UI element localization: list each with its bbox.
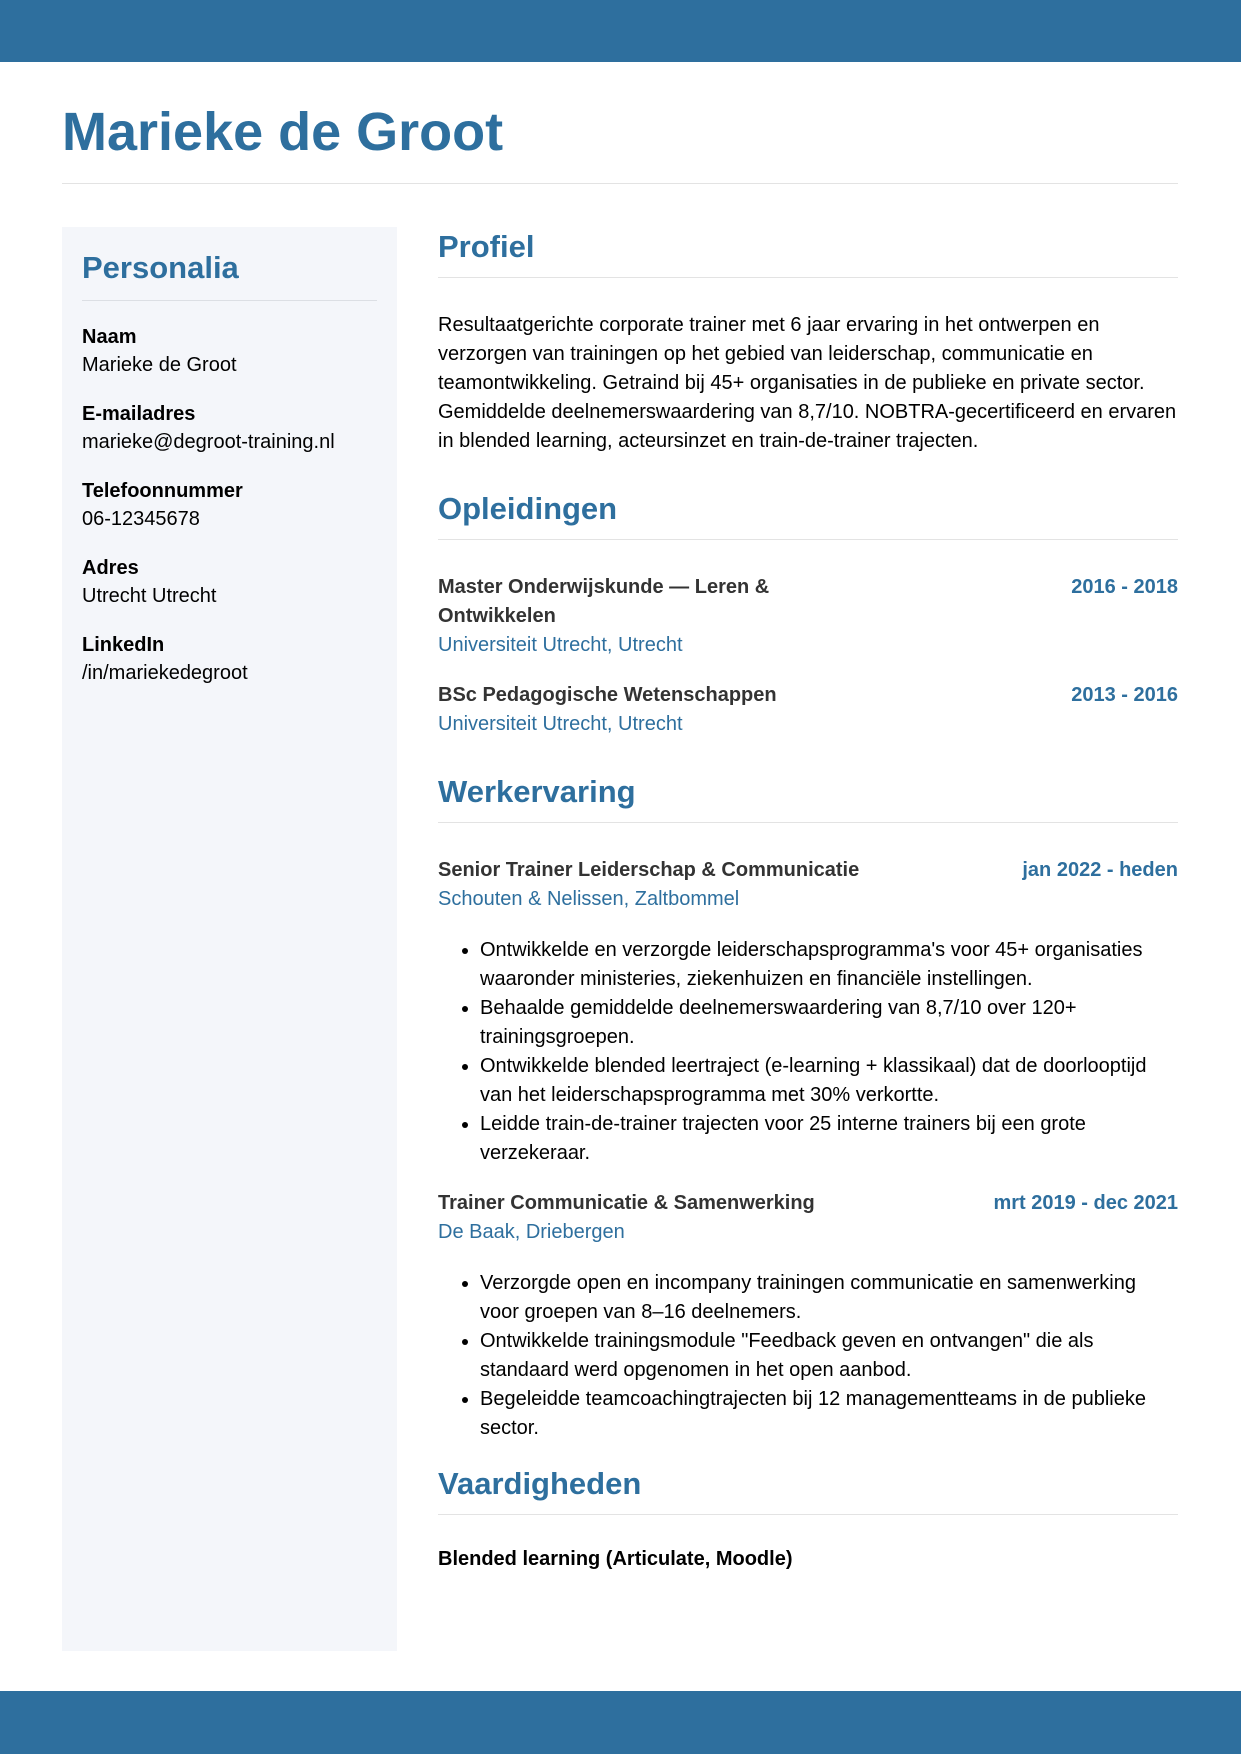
list-item: • Behaalde gemiddelde deelnemerswaardering van 8,7/10 over 120+ trainingsgroepen. <box>480 994 1178 1052</box>
section-divider <box>438 277 1178 278</box>
experience-section <box>438 772 1178 1443</box>
list-item: • Leidde train-de-trainer trajecten voor 25 interne trainers bij een grote verzekeraar. <box>480 1110 1178 1168</box>
entry-title: Senior Trainer Leiderschap & Communicatie <box>438 859 860 881</box>
field-label: E-mailadres <box>82 403 196 426</box>
footer-band <box>0 1691 1241 1754</box>
section-title: Vaardigheden <box>438 1466 642 1501</box>
entry-organization: Universiteit Utrecht, Utrecht <box>438 634 683 656</box>
field-label: LinkedIn <box>82 634 165 657</box>
field-label: Telefoonnummer <box>82 480 243 503</box>
field-label: Adres <box>82 557 139 580</box>
entry-title: BSc Pedagogische Wetenschappen <box>438 684 777 706</box>
list-item: • Verzorgde open en incompany trainingen communicatie en samenwerking voor groepen van 8–16 deelnemers. <box>480 1269 1178 1327</box>
title-divider <box>62 183 1178 184</box>
entry-organization: De Baak, Driebergen <box>438 1221 625 1243</box>
profile-section <box>438 227 1178 456</box>
field-address <box>82 554 377 610</box>
education-entry <box>438 681 1178 739</box>
entry-header <box>438 856 1178 885</box>
field-label: Naam <box>82 326 137 349</box>
page-title: Marieke de Groot <box>62 102 504 162</box>
achievement-list <box>438 1269 1178 1443</box>
list-item: • Begeleidde teamcoachingtrajecten bij 12 managementteams in de publieke sector. <box>480 1385 1178 1443</box>
section-title: Werkervaring <box>438 774 636 809</box>
field-email <box>82 400 377 456</box>
education-section <box>438 489 1178 739</box>
address-value: Utrecht Utrecht <box>82 585 217 608</box>
personalia-sidebar <box>62 227 397 1651</box>
email-value[interactable]: marieke@degroot-training.nl <box>82 431 335 454</box>
sidebar-divider <box>82 300 377 301</box>
list-item: • Ontwikkelde blended leertraject (e-learning + klassikaal) dat de doorlooptijd van het leiderschapsprogramma met 30% verkortte. <box>480 1052 1178 1110</box>
field-linkedin <box>82 631 377 687</box>
entry-title: Trainer Communicatie & Samenwerking <box>438 1192 815 1214</box>
entry-organization: Schouten & Nelissen, Zaltbommel <box>438 888 740 910</box>
sidebar-title: Personalia <box>82 250 239 285</box>
section-title: Opleidingen <box>438 491 618 526</box>
entry-organization: Universiteit Utrecht, Utrecht <box>438 713 683 735</box>
header-band <box>0 0 1241 62</box>
list-item: • Ontwikkelde en verzorgde leiderschapsprogramma's voor 45+ organisaties waaronder ministeries, ziekenhuizen en financiële instellingen. <box>480 936 1178 994</box>
skills-section <box>438 1464 1178 1574</box>
skill-item: Blended learning (Articulate, Moodle) <box>438 1548 793 1570</box>
entry-header <box>438 681 1178 710</box>
entry-date: 2016 - 2018 <box>1071 576 1178 598</box>
section-divider <box>438 539 1178 540</box>
experience-entry <box>438 1189 1178 1443</box>
entry-title: Master Onderwijskunde — Leren & Ontwikkelen <box>438 576 770 627</box>
list-item: • Ontwikkelde trainingsmodule "Feedback geven en ontvangen" die als standaard werd opgenomen in het open aanbod. <box>480 1327 1178 1385</box>
education-entry <box>438 573 1178 660</box>
section-divider <box>438 822 1178 823</box>
entry-date: 2013 - 2016 <box>1071 684 1178 706</box>
entry-header <box>438 1189 1178 1218</box>
field-value: Marieke de Groot <box>82 354 237 377</box>
profile-text: Resultaatgerichte corporate trainer met 6 jaar ervaring in het ontwerpen en verzorgen van trainingen op het gebied van leiderschap, communicatie en teamontwikkeling. Getraind bij 45+ organisaties in de publieke en private sector. Gemiddelde deelnemerswaardering van 8,7/10. NOBTRA-gecertificeerd en ervaren in blended learning, acteursinzet en train-de-trainer trajecten. <box>438 314 1177 452</box>
section-title: Profiel <box>438 229 535 264</box>
phone-value: 06-12345678 <box>82 508 200 531</box>
achievement-list <box>438 936 1178 1168</box>
field-phone <box>82 477 377 533</box>
field-name <box>82 323 377 379</box>
main-content <box>438 227 1178 1574</box>
section-divider <box>438 1514 1178 1515</box>
entry-date: jan 2022 - heden <box>1022 859 1178 881</box>
entry-date: mrt 2019 - dec 2021 <box>993 1192 1178 1214</box>
linkedin-value[interactable]: /in/mariekedegroot <box>82 662 248 685</box>
experience-entry <box>438 856 1178 1168</box>
entry-header <box>438 573 1178 631</box>
